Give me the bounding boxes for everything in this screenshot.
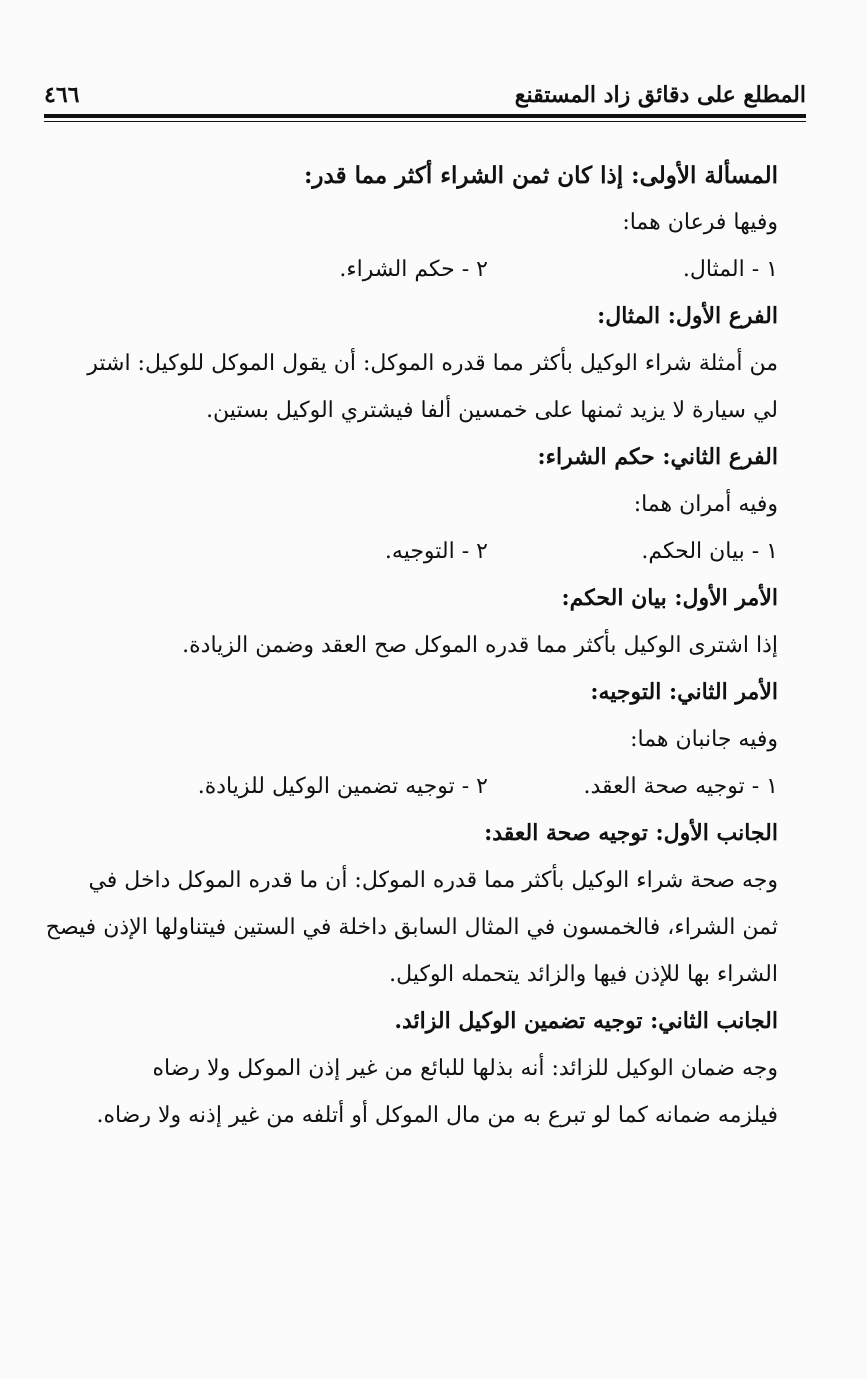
enumerated-list <box>48 763 778 810</box>
list-item: ١ - المثال. <box>682 257 778 282</box>
list-item: ٢ - التوجيه. <box>384 539 488 564</box>
paragraph-line: ثمن الشراء، فالخمسون في المثال السابق داخلة في الستين فيتناولها الإذن فيصح <box>45 915 778 940</box>
section-heading: المسألة الأولى: إذا كان ثمن الشراء أكثر مما قدر: <box>303 162 778 189</box>
subsection-heading: الفرع الثاني: حكم الشراء: <box>537 444 778 470</box>
paragraph: وفيه أمران هما: <box>633 492 778 517</box>
paragraph-line: فيلزمه ضمانه كما لو تبرع به من مال الموكل أو أتلفه من غير إذنه ولا رضاه. <box>96 1103 778 1128</box>
list-item: ١ - بيان الحكم. <box>641 539 778 564</box>
page-header <box>44 78 806 112</box>
paragraph-line: من أمثلة شراء الوكيل بأكثر مما قدره الموكل: أن يقول الموكل للوكيل: اشتر <box>87 351 778 376</box>
subsection-heading: الفرع الأول: المثال: <box>597 303 778 329</box>
enumerated-list <box>48 528 778 575</box>
page-body <box>45 152 778 1139</box>
header-rule-thin <box>44 121 806 122</box>
list-item: ٢ - توجيه تضمين الوكيل للزيادة. <box>197 774 488 799</box>
page-number: ٤٦٦ <box>44 82 80 108</box>
list-item: ١ - توجيه صحة العقد. <box>583 774 778 799</box>
subsection-heading: الجانب الأول: توجيه صحة العقد: <box>484 820 778 846</box>
paragraph: وفيها فرعان هما: <box>622 210 778 235</box>
running-title: المطلع على دقائق زاد المستقنع <box>514 82 806 108</box>
subsection-heading: الجانب الثاني: توجيه تضمين الوكيل الزائد. <box>394 1008 778 1034</box>
subsection-heading: الأمر الأول: بيان الحكم: <box>561 585 778 611</box>
paragraph-line: الشراء بها للإذن فيها والزائد يتحمله الوكيل. <box>389 962 778 987</box>
enumerated-list <box>48 246 778 293</box>
paragraph: إذا اشترى الوكيل بأكثر مما قدره الموكل صح العقد وضمن الزيادة. <box>182 633 778 658</box>
header-rule-thick <box>44 114 806 118</box>
paragraph: وفيه جانبان هما: <box>630 727 778 752</box>
paragraph-line: وجه صحة شراء الوكيل بأكثر مما قدره الموكل: أن ما قدره الموكل داخل في <box>88 868 778 893</box>
list-item: ٢ - حكم الشراء. <box>339 257 488 282</box>
paragraph-line: وجه ضمان الوكيل للزائد: أنه بذلها للبائع من غير إذن الموكل ولا رضاه <box>152 1056 778 1081</box>
subsection-heading: الأمر الثاني: التوجيه: <box>590 679 778 705</box>
paragraph-line: لي سيارة لا يزيد ثمنها على خمسين ألفا فيشتري الوكيل بستين. <box>206 398 778 423</box>
